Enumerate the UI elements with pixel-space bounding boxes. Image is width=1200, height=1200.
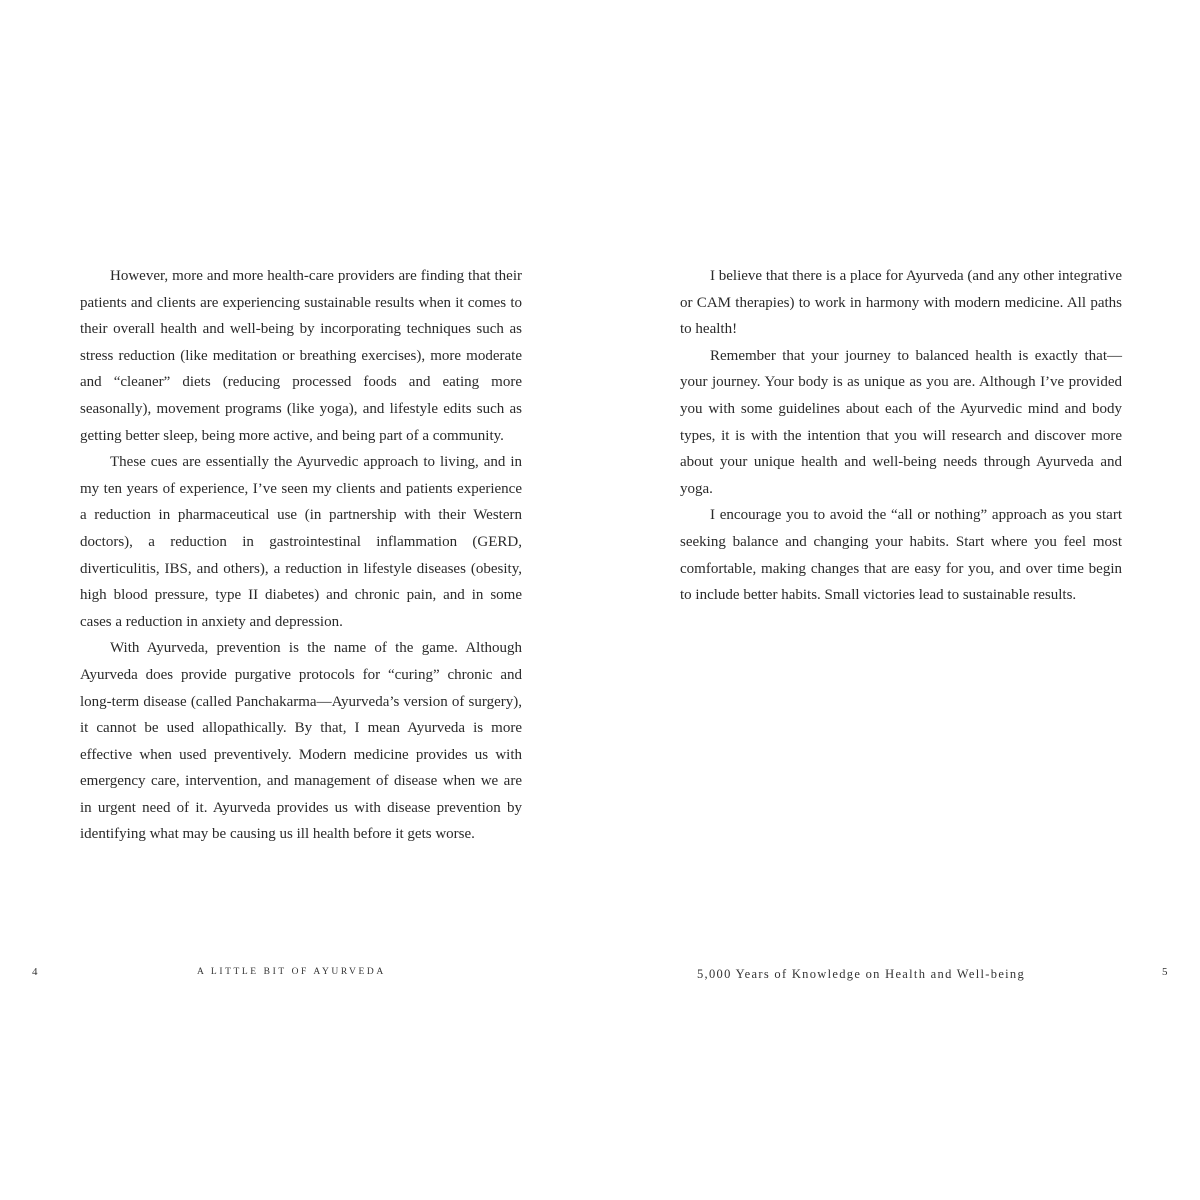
right-page xyxy=(600,0,1200,1200)
left-page-number: 4 xyxy=(32,966,38,978)
right-paragraph-3: I encourage you to avoid the “all or nothing” approach as you start seeking balance and changing your habits. Start where you feel most comfortable, making changes that are easy for you, and over time begin to include better habits. Small victories lead to sustainable results. xyxy=(680,507,1122,604)
right-paragraph-1: I believe that there is a place for Ayurveda (and any other integrative or CAM therapies) to work in harmony with modern medicine. All paths to health! xyxy=(680,268,1122,338)
right-page-number: 5 xyxy=(1162,966,1168,978)
right-paragraph-2: Remember that your journey to balanced health is exactly that—your journey. Your body is as unique as you are. Although I’ve provided you with some guidelines about each of the Ayurvedic mind and body types, it is with the intention that you will research and discover more about your unique health and well-being needs through Ayurveda and yoga. xyxy=(680,347,1122,497)
left-page-body xyxy=(80,263,522,848)
left-paragraph-3: With Ayurveda, prevention is the name of the game. Although Ayurveda does provide purgative protocols for “curing” chronic and long-term disease (called Panchakarma—Ayurveda’s version of surgery), it cannot be used allopathically. By that, I mean Ayurveda is more effective when used preventively. Modern medicine provides us with emergency care, intervention, and management of disease when we are in urgent need of it. Ayurveda provides us with disease prevention by identifying what may be causing us ill health before it gets worse. xyxy=(80,640,522,843)
right-running-head: 5,000 Years of Knowledge on Health and Well-being xyxy=(697,967,1026,981)
left-running-head: A LITTLE BIT OF AYURVEDA xyxy=(197,967,386,977)
left-paragraph-1: However, more and more health-care providers are finding that their patients and clients are experiencing sustainable results when it comes to their overall health and well-being by incorporating techniques such as stress reduction (like meditation or breathing exercises), more moderate and “cleaner” diets (reducing processed foods and eating more seasonally), movement programs (like yoga), and lifestyle edits such as getting better sleep, being more active, and being part of a community. xyxy=(80,268,522,444)
right-page-body xyxy=(680,263,1122,609)
left-paragraph-2: These cues are essentially the Ayurvedic approach to living, and in my ten years of experience, I’ve seen my clients and patients experience a reduction in pharmaceutical use (in partnership with their Western doctors), a reduction in gastrointestinal inflammation (GERD, diverticulitis, IBS, and others), a reduction in lifestyle diseases (obesity, high blood pressure, type II diabetes) and chronic pain, and in some cases a reduction in anxiety and depression. xyxy=(80,454,522,630)
